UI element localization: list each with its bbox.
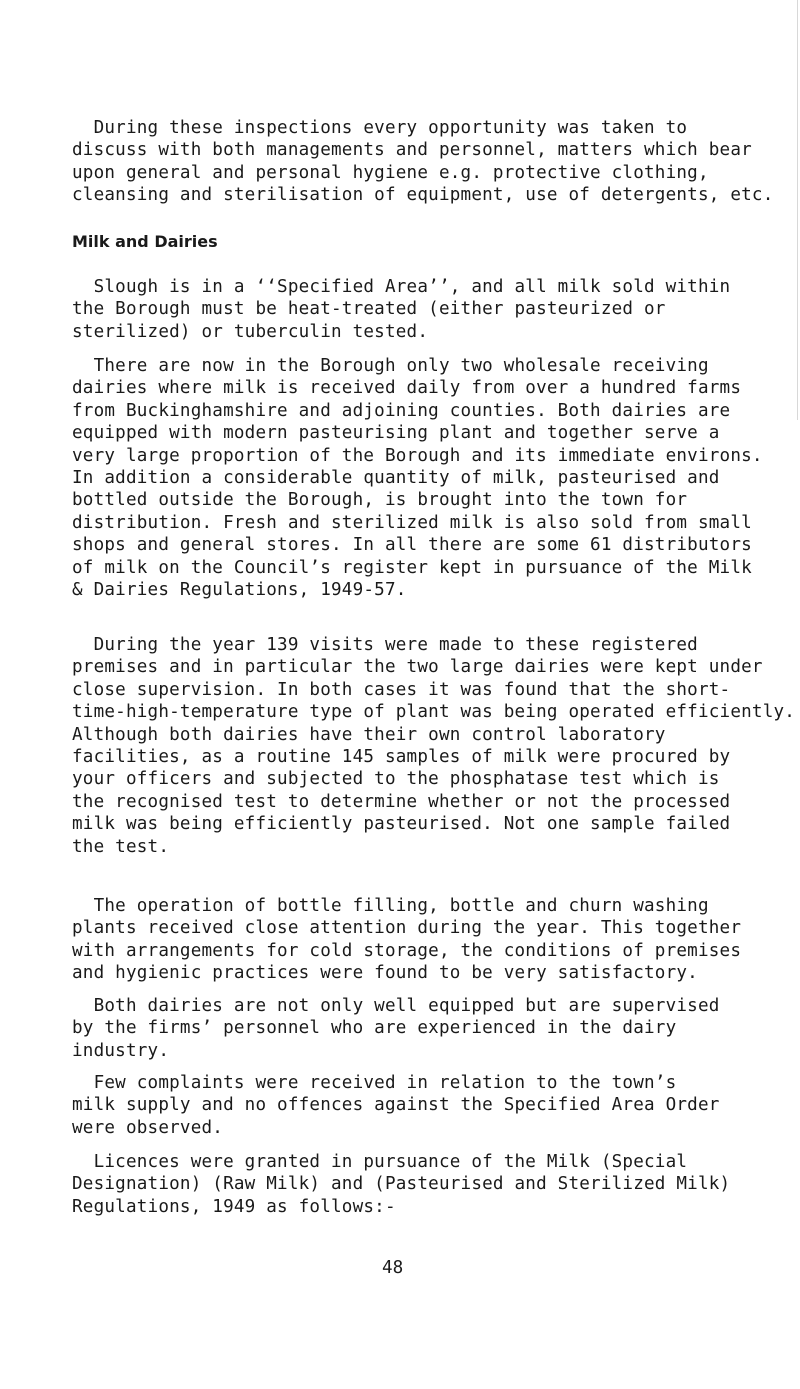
paragraph-bottle-filling: The operation of bottle filling, bottle and churn washing plants received close attention during the year. This together with arrangements for cold storage, the conditions of premises and hygienic practices were found to be very satisfactory. xyxy=(72,896,742,984)
paragraph-licences: Licences were granted in pursuance of the Milk (Special Designation) (Raw Milk) and (Pasteurised and Sterilized Milk) Regulations, 1949 as follows:- xyxy=(72,1152,731,1217)
page-number: 48 xyxy=(382,1258,404,1278)
paragraph-specified-area: Slough is in a ‘‘Specified Area’’, and all milk sold within the Borough must be heat-treated (either pasteurized or sterilized) or tuberculin tested. xyxy=(72,277,731,342)
paragraph-inspections: During these inspections every opportunity was taken to discuss with both managements and personnel, matters which bear upon general and personal hygiene e.g. protective clothing, cleansing and sterilisation of equipment, use of detergents, etc. xyxy=(72,118,774,206)
paragraph-complaints: Few complaints were received in relation to the town’s milk supply and no offences against the Specified Area Order were observed. xyxy=(72,1073,720,1138)
paragraph-visits: During the year 139 visits were made to these registered premises and in particular the two large dairies were kept under close supervision. In both cases it was found that the short- time-high-temperature type of plant was being operated efficiently. Although both dairies have their own control laboratory facilities, as a routine 145 samples of milk were procured by your officers and subjected to the phosphatase test which is the recognised test to determine whether or not the processed milk was being efficiently pasteurised. Not one sample failed the test. xyxy=(72,635,796,857)
paragraph-wholesale-dairies: There are now in the Borough only two wholesale receiving dairies where milk is received daily from over a hundred farms from Buckinghamshire and adjoining counties. Both dairies are equipped with modern pasteurising plant and together serve a very large proportion of the Borough and its immediate environs. In addition a considerable quantity of milk, pasteurised and bottled outside the Borough, is brought into the town for distribution. Fresh and sterilized milk is also sold from small shops and general stores. In all there are some 61 distributors of milk on the Council’s register kept in pursuance of the Milk & Dairies Regulations, 1949-57. xyxy=(72,356,763,601)
section-heading: Milk and Dairies xyxy=(72,232,218,251)
page-edge-line xyxy=(797,0,798,420)
paragraph-supervision: Both dairies are not only well equipped but are supervised by the firms’ personnel who are experienced in the dairy industry. xyxy=(72,996,720,1061)
